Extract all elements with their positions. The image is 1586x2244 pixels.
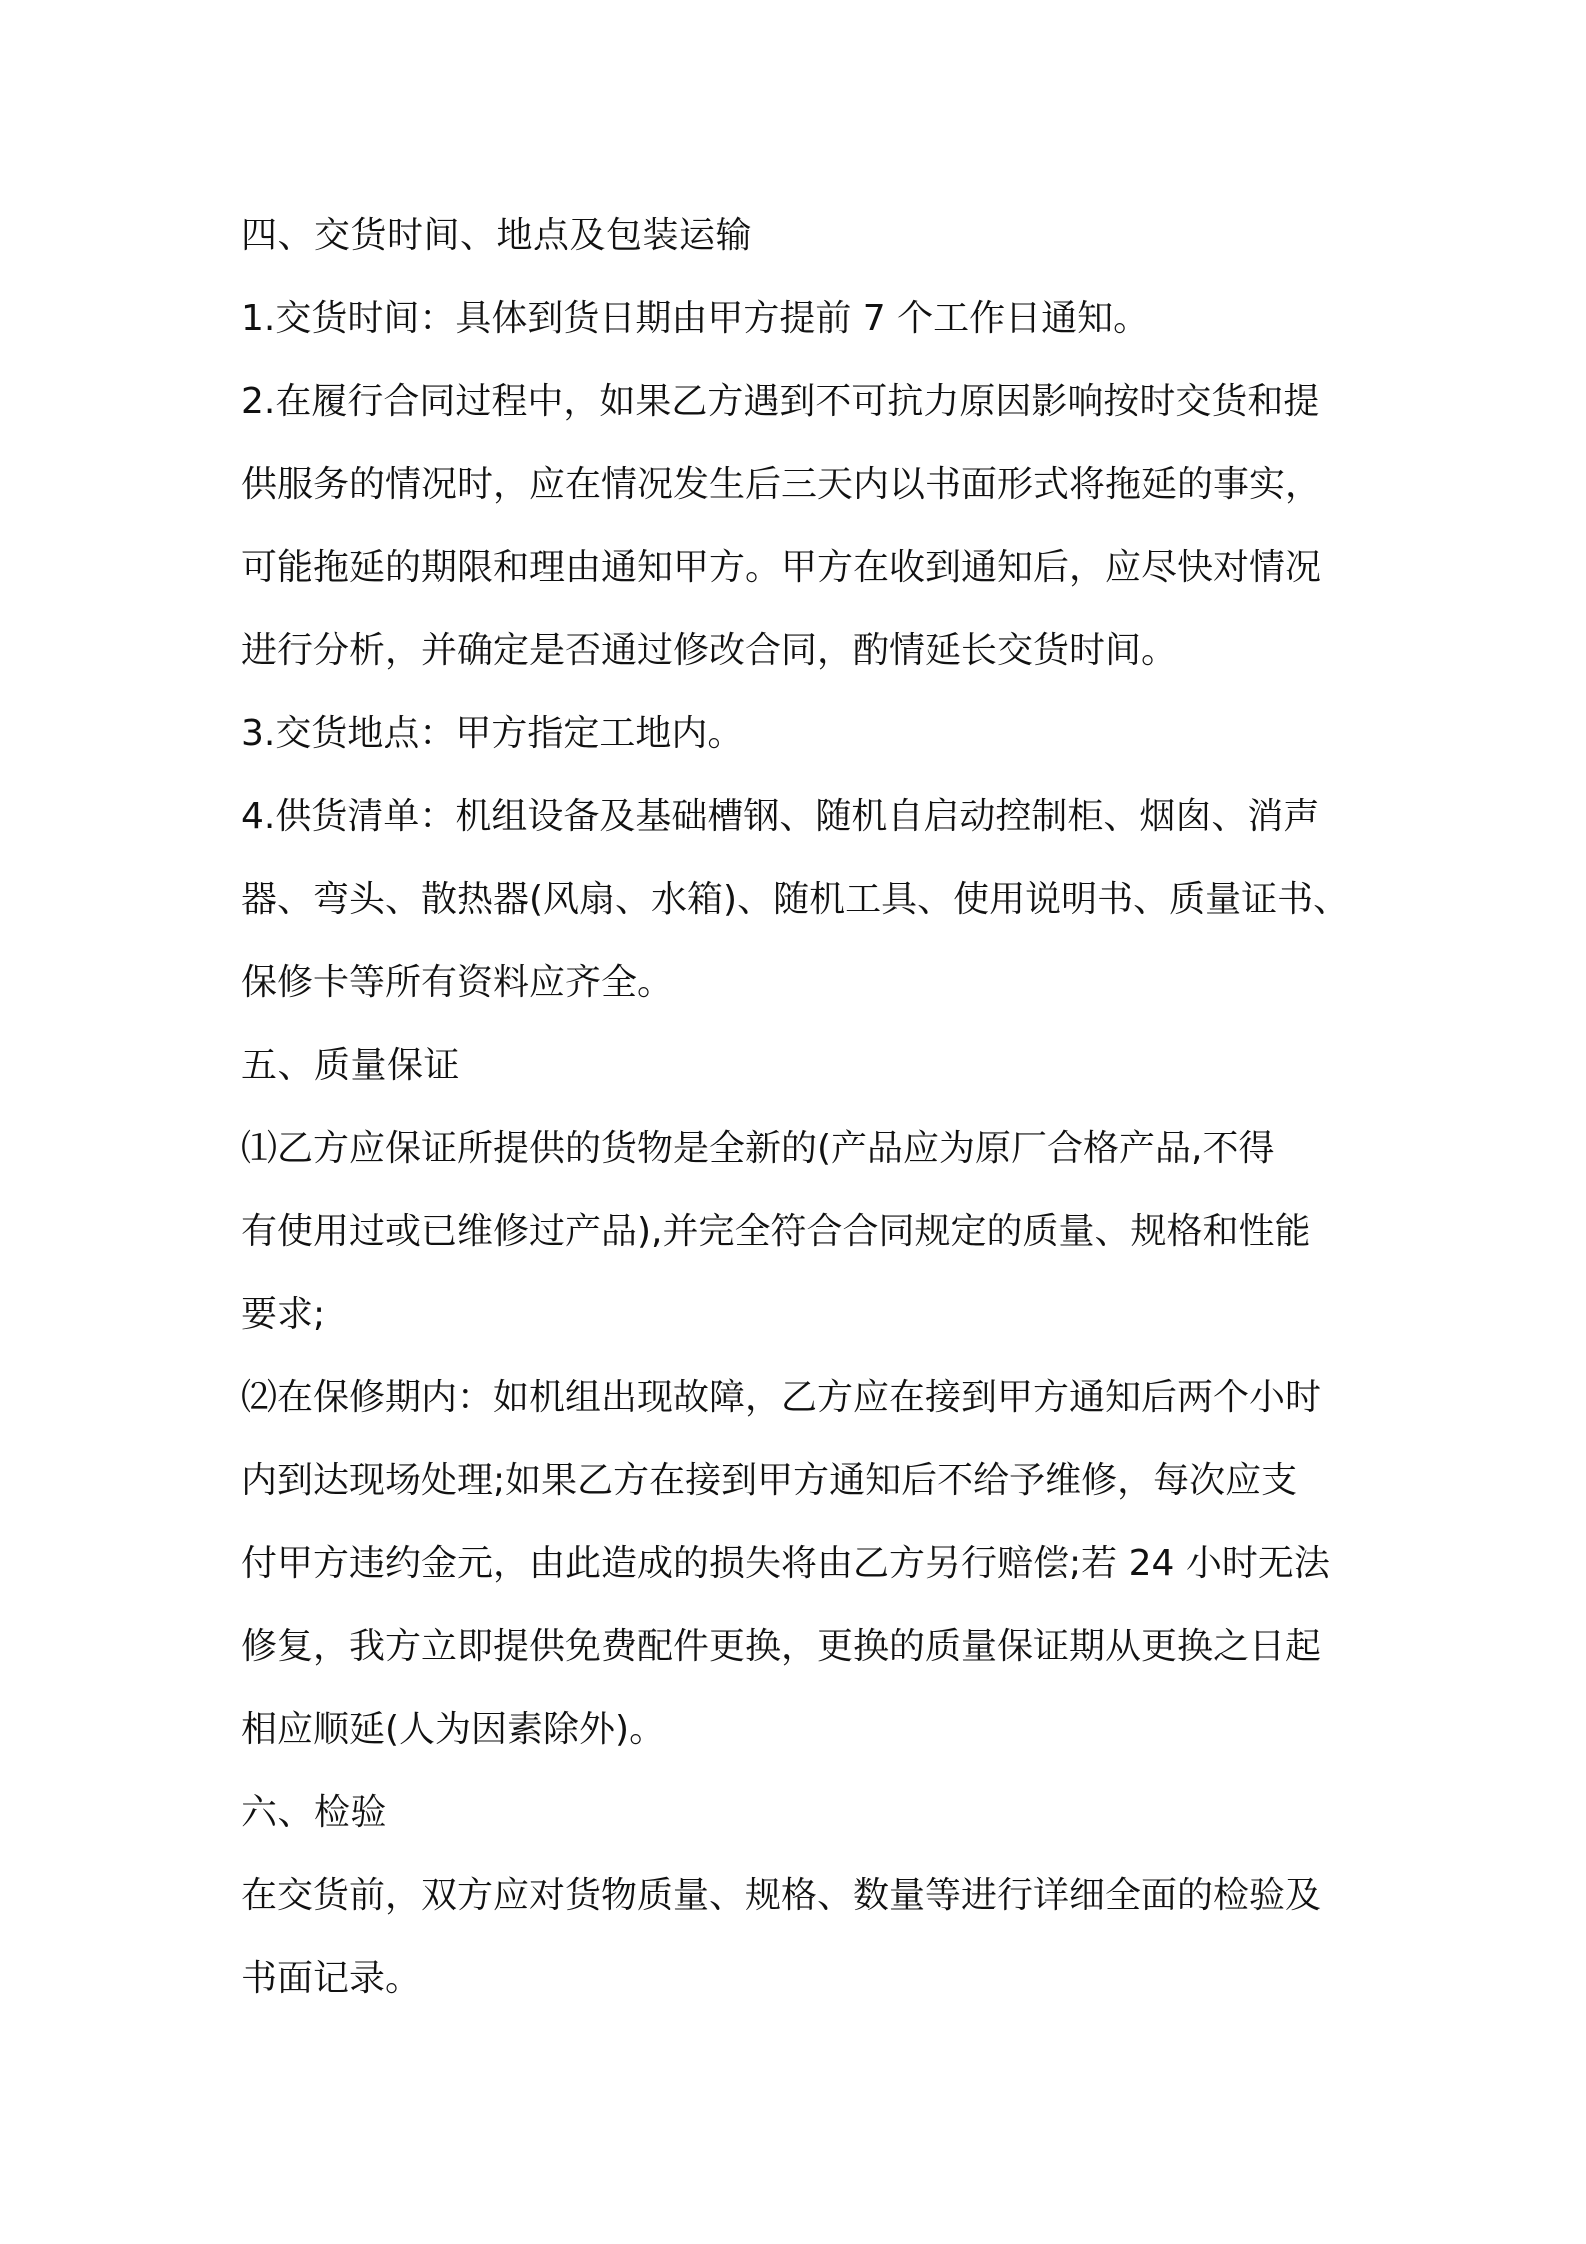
document-body — [241, 194, 1361, 2020]
section-4-item-2-line-2: 供服务的情况时，应在情况发生后三天内以书面形式将拖延的事实， — [241, 464, 1322, 505]
section-5-clause-2-line-5: 相应顺延(人为因素除外)。 — [241, 1709, 666, 1750]
section-4-item-4-line-1: 4.供货清单：机组设备及基础槽钢、随机自启动控制柜、烟囱、消声 — [241, 796, 1320, 837]
section-4-item-4-line-3: 保修卡等所有资料应齐全。 — [241, 962, 674, 1003]
section-5-clause-1-line-2: 有使用过或已维修过产品),并完全符合合同规定的质量、规格和性能 — [241, 1211, 1311, 1252]
section-5-clause-2-line-4: 修复，我方立即提供免费配件更换，更换的质量保证期从更换之日起 — [241, 1626, 1322, 1667]
section-5-clause-2-line-1: ⑵在保修期内：如机组出现故障，乙方应在接到甲方通知后两个小时 — [241, 1377, 1322, 1418]
section-6-body-line-2: 书面记录。 — [241, 1958, 422, 1999]
section-5-clause-1-line-3: 要求; — [241, 1294, 326, 1335]
section-4-item-4-line-2: 器、弯头、散热器(风扇、水箱)、随机工具、使用说明书、质量证书、 — [241, 879, 1350, 920]
section-4-item-1: 1.交货时间：具体到货日期由甲方提前 7 个工作日通知。 — [241, 298, 1150, 339]
section-4-item-2-line-3: 可能拖延的期限和理由通知甲方。甲方在收到通知后，应尽快对情况 — [241, 547, 1322, 588]
section-5-clause-2-line-3: 付甲方违约金元，由此造成的损失将由乙方另行赔偿;若 24 小时无法 — [241, 1543, 1330, 1584]
section-5-clause-2-line-2: 内到达现场处理;如果乙方在接到甲方通知后不给予维修，每次应支 — [241, 1460, 1298, 1501]
section-6-body-line-1: 在交货前，双方应对货物质量、规格、数量等进行详细全面的检验及 — [241, 1875, 1322, 1916]
section-4-item-3: 3.交货地点：甲方指定工地内。 — [241, 713, 744, 754]
section-5-heading: 五、质量保证 — [241, 1045, 461, 1086]
section-4-item-2-line-4: 进行分析，并确定是否通过修改合同，酌情延长交货时间。 — [241, 630, 1178, 671]
section-4-heading: 四、交货时间、地点及包装运输 — [241, 215, 753, 256]
section-6-heading: 六、检验 — [241, 1792, 388, 1833]
section-4-item-2-line-1: 2.在履行合同过程中，如果乙方遇到不可抗力原因影响按时交货和提 — [241, 381, 1320, 422]
section-5-clause-1-line-1: ⑴乙方应保证所提供的货物是全新的(产品应为原厂合格产品,不得 — [241, 1128, 1275, 1169]
